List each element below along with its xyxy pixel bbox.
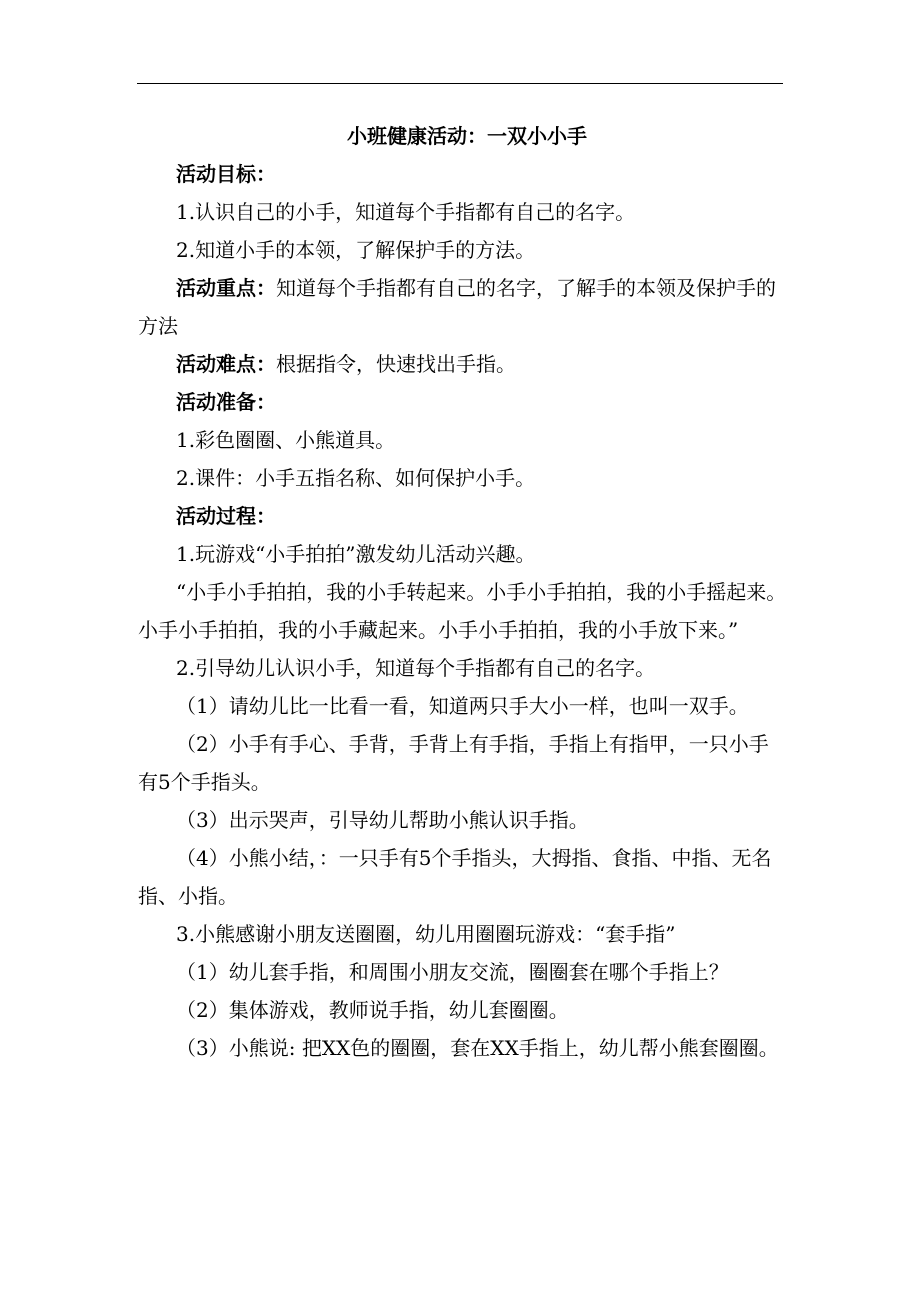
difficulty-paragraph (138, 345, 788, 383)
difficulty-heading: 活动难点： (176, 352, 276, 376)
rhyme-paragraph: “小手小手拍拍，我的小手转起来。小手小手拍拍，我的小手摇起来。小手小手拍拍，我的小手藏起来。小手小手拍拍，我的小手放下来。” (138, 580, 787, 642)
key-points-text: 知道每个手指都有自己的名字，了解手的本领及保护手的方法 (138, 276, 776, 338)
document-body (138, 117, 788, 1067)
process-step-3-3: （3）小熊说: 把XX色的圈圈，套在XX手指上，幼儿帮小熊套圈圈。 (176, 1036, 779, 1060)
preparation-heading: 活动准备： (176, 390, 276, 414)
process-step-3-1: （1）幼儿套手指，和周围小朋友交流，圈圈套在哪个手指上？ (176, 960, 729, 984)
goal-item-2: 2.知道小手的本领，了解保护手的方法。 (176, 238, 536, 262)
process-step-2: 2.引导幼儿认识小手，知道每个手指都有自己的名字。 (176, 656, 656, 680)
goals-heading: 活动目标： (176, 162, 276, 186)
process-step-2-4: （4）小熊小结，：一只手有5个手指头，大拇指、食指、中指、无名指、小指。 (138, 846, 772, 908)
key-points-paragraph (138, 269, 788, 345)
goal-item-1: 1.认识自己的小手，知道每个手指都有自己的名字。 (176, 200, 636, 224)
process-step-3: 3.小熊感谢小朋友送圈圈，幼儿用圈圈玩游戏：“套手指” (176, 922, 676, 946)
preparation-item-2: 2.课件：小手五指名称、如何保护小手。 (176, 466, 536, 490)
process-heading: 活动过程： (176, 504, 276, 528)
process-step-2-1: （1）请幼儿比一比看一看，知道两只手大小一样，也叫一双手。 (176, 694, 749, 718)
process-step-2-3: （3）出示哭声，引导幼儿帮助小熊认识手指。 (176, 808, 589, 832)
process-step-2-2: （2）小手有手心、手背，手背上有手指，手指上有指甲，一只小手有5个手指头。 (138, 732, 769, 794)
difficulty-text: 根据指令，快速找出手指。 (276, 352, 516, 376)
header-rule (137, 83, 783, 84)
process-step-1: 1.玩游戏“小手拍拍”激发幼儿活动兴趣。 (176, 542, 536, 566)
process-step-3-2: （2）集体游戏，教师说手指，幼儿套圈圈。 (176, 998, 569, 1022)
document-title: 小班健康活动：一双小小手 (347, 124, 587, 148)
key-points-heading: 活动重点： (176, 276, 276, 300)
preparation-item-1: 1.彩色圈圈、小熊道具。 (176, 428, 396, 452)
